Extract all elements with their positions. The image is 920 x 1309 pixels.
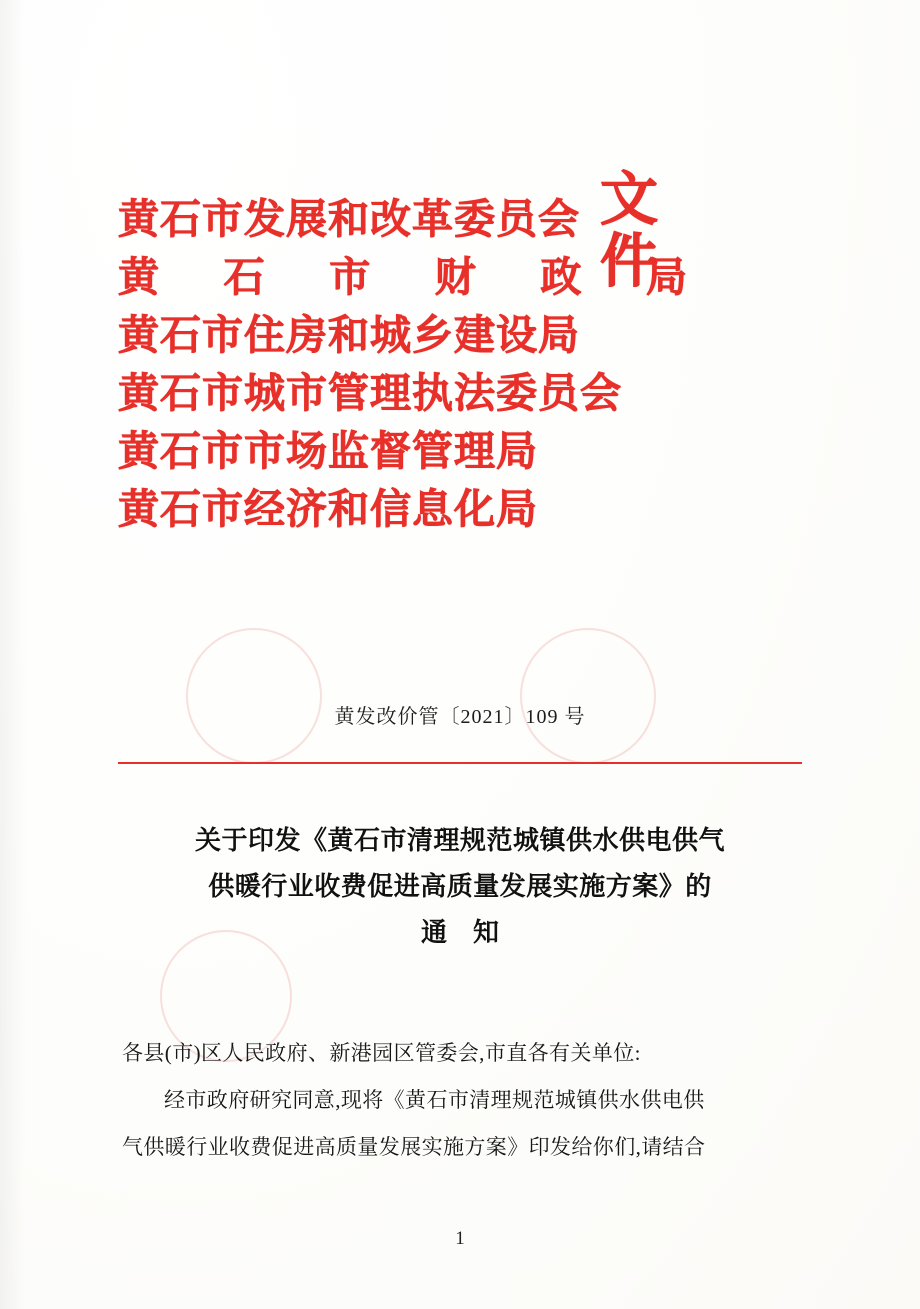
issuing-organization-line: 黄石市市场监督管理局 [118, 427, 538, 475]
seal-impression [520, 628, 656, 764]
body-line: 气供暖行业收费促进高质量发展实施方案》印发给你们,请结合 [122, 1135, 706, 1159]
org-char: 财 [434, 253, 477, 301]
document-title [140, 818, 780, 956]
issuing-organization-line: 黄石市城市管理执法委员会 [118, 369, 622, 417]
title-line: 供暖行业收费促进高质量发展实施方案》的 [208, 872, 712, 902]
masthead [118, 190, 802, 538]
document-number: 黄发改价管〔2021〕109 号 [334, 706, 586, 728]
title-line: 通知 [420, 918, 525, 948]
issuing-organization-line: 黄石市经济和信息化局 [118, 485, 538, 533]
body-line: 各县(市)区人民政府、新港园区管委会,市直各有关单位: [122, 1041, 641, 1065]
org-char: 政 [540, 253, 583, 301]
page-number: 1 [455, 1228, 465, 1249]
title-line: 关于印发《黄石市清理规范城镇供水供电供气 [194, 826, 725, 856]
org-char: 石 [223, 253, 266, 301]
org-char: 黄 [118, 253, 160, 301]
document-body [122, 1030, 802, 1171]
issuing-organization-line: 黄石市住房和城乡建设局 [118, 311, 580, 359]
document-word-vertical [600, 165, 659, 295]
seal-impression [186, 628, 322, 764]
org-char: 局 [645, 253, 688, 301]
org-char: 市 [329, 253, 372, 301]
issuing-organization-line: 黄石市发展和改革委员会 [118, 195, 580, 243]
scan-edge-shadow [0, 0, 26, 1309]
document-word-char: 件 [600, 227, 659, 295]
document-word-char: 文 [600, 165, 659, 233]
red-horizontal-rule [118, 762, 802, 764]
body-line: 经市政府研究同意,现将《黄石市清理规范城镇供水供电供 [164, 1088, 705, 1112]
